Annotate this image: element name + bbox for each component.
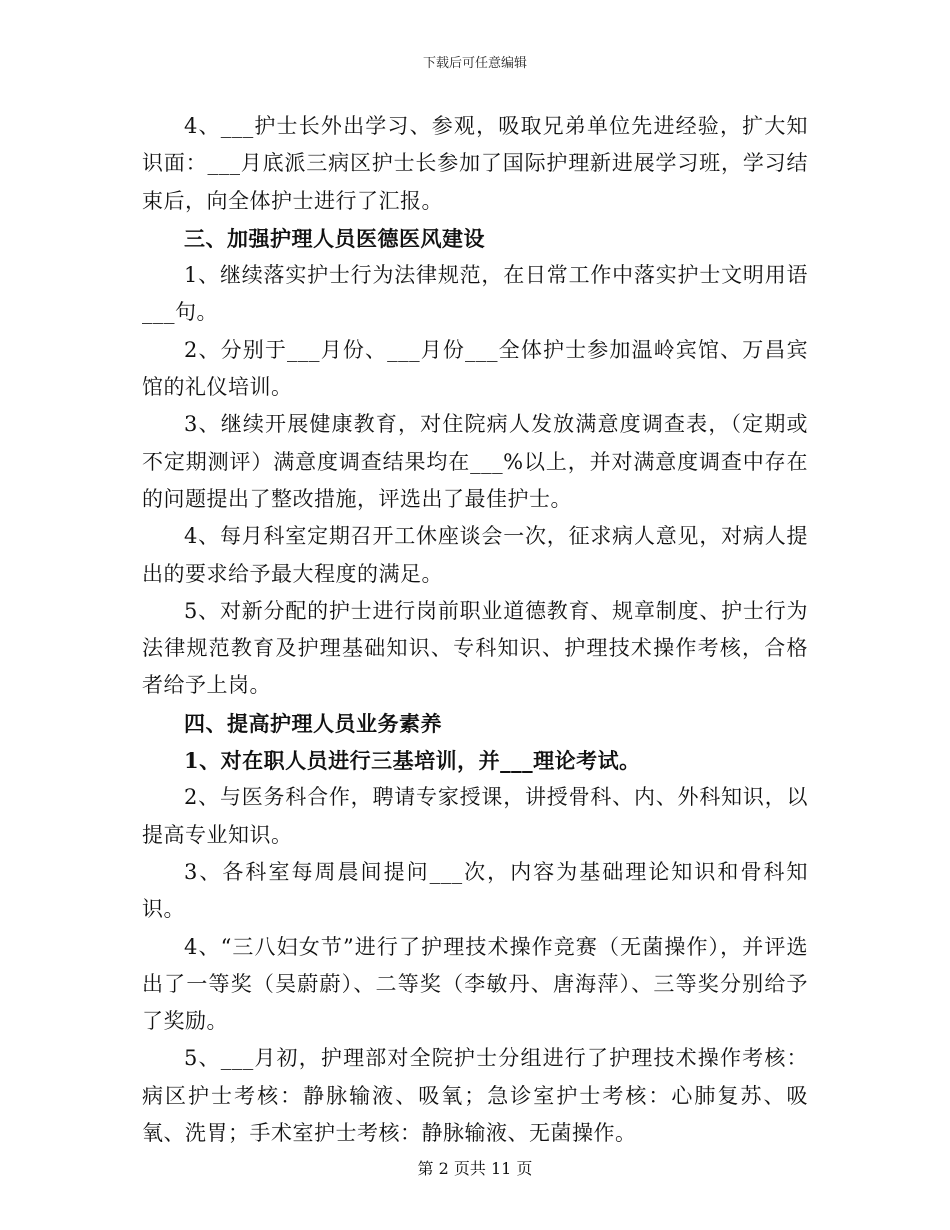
paragraph-ethics-4: 4、每月科室定期召开工休座谈会一次，征求病人意见，对病人提出的要求给予最大程度的满足。 bbox=[142, 524, 808, 586]
page-header: 下载后可任意编辑 bbox=[422, 56, 527, 71]
paragraph-ethics-3: 3、继续开展健康教育，对住院病人发放满意度调查表，（定期或不定期测评）满意度调查结果均在___%以上，并对满意度调查中存在的问题提出了整改措施，评选出了最佳护士。 bbox=[142, 412, 808, 511]
paragraph-ethics-1: 1、继续落实护士行为法律规范，在日常工作中落实护士文明用语___句。 bbox=[142, 263, 808, 325]
paragraph-professional-1: 1、对在职人员进行三基培训，并___理论考试。 bbox=[184, 748, 641, 774]
paragraph-ethics-2: 2、分别于___月份、___月份___全体护士参加温岭宾馆、万昌宾馆的礼仪培训。 bbox=[142, 337, 808, 400]
paragraph-professional-2: 2、与医务科合作，聘请专家授课，讲授骨科、内、外科知识，以提高专业知识。 bbox=[142, 785, 808, 847]
section-heading-professional: 四、提高护理人员业务素养 bbox=[184, 710, 442, 736]
paragraph-professional-5: 5、___月初，护理部对全院护士分组进行了护理技术操作考核：病区护士考核：静脉输液、吸氧；急诊室护士考核：心肺复苏、吸氧、洗胃；手术室护士考核：静脉输液、无菌操作。 bbox=[142, 1046, 808, 1146]
paragraph-professional-3: 3、各科室每周晨间提问___次，内容为基础理论知识和骨科知识。 bbox=[142, 859, 808, 922]
page-number-footer: 第 2 页共 11 页 bbox=[417, 1159, 533, 1178]
document-body bbox=[142, 108, 808, 1152]
paragraph-ethics-5: 5、对新分配的护士进行岗前职业道德教育、规章制度、护士行为法律规范教育及护理基础知识、专科知识、护理技术操作考核，合格者给予上岗。 bbox=[142, 598, 808, 698]
paragraph-professional-4: 4、“三八妇女节”进行了护理技术操作竞赛（无菌操作），并评选出了一等奖（吴蔚蔚）、二等奖（李敏丹、唐海萍）、三等奖分别给予了奖励。 bbox=[142, 934, 808, 1034]
paragraph-4-study-tour: 4、___护士长外出学习、参观，吸取兄弟单位先进经验，扩大知识面：___月底派三病区护士长参加了国际护理新进展学习班，学习结束后，向全体护士进行了汇报。 bbox=[142, 114, 808, 213]
section-heading-ethics: 三、加强护理人员医德医风建设 bbox=[184, 225, 485, 251]
